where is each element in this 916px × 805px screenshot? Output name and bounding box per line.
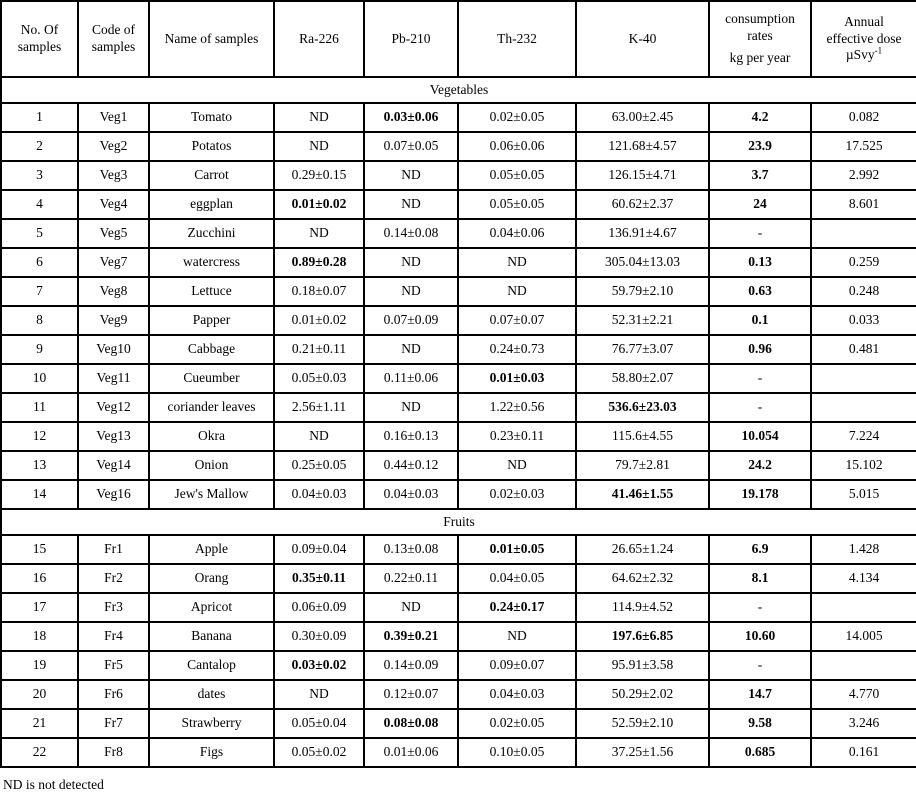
- section-label: Vegetables: [1, 77, 916, 103]
- cell-ra226: 0.04±0.03: [274, 480, 364, 509]
- cell-th232: ND: [458, 451, 576, 480]
- cell-th232: 0.09±0.07: [458, 651, 576, 680]
- cell-no: 2: [1, 132, 78, 161]
- table-row: [1, 622, 916, 651]
- cell-k40: 60.62±2.37: [576, 190, 709, 219]
- cell-consumption: 0.96: [709, 335, 811, 364]
- table-row: [1, 451, 916, 480]
- table-row: [1, 738, 916, 767]
- cell-dose: 7.224: [811, 422, 916, 451]
- cell-k40: 63.00±2.45: [576, 103, 709, 132]
- cell-consumption: 0.13: [709, 248, 811, 277]
- cell-th232: ND: [458, 248, 576, 277]
- cell-th232: 0.01±0.03: [458, 364, 576, 393]
- cell-dose: 14.005: [811, 622, 916, 651]
- cell-consumption: 19.178: [709, 480, 811, 509]
- table-row: [1, 161, 916, 190]
- table-row: [1, 564, 916, 593]
- cell-k40: 197.6±6.85: [576, 622, 709, 651]
- cell-code: Veg9: [78, 306, 149, 335]
- cell-no: 9: [1, 335, 78, 364]
- cell-code: Veg8: [78, 277, 149, 306]
- header-cell-th232: [458, 1, 576, 77]
- cell-name: Jew's Mallow: [149, 480, 274, 509]
- cell-k40: 121.68±4.57: [576, 132, 709, 161]
- cell-consumption: 8.1: [709, 564, 811, 593]
- table-row: [1, 422, 916, 451]
- cell-k40: 37.25±1.56: [576, 738, 709, 767]
- cell-pb210: 0.13±0.08: [364, 535, 458, 564]
- cell-no: 6: [1, 248, 78, 277]
- cell-code: Veg14: [78, 451, 149, 480]
- table-row: [1, 306, 916, 335]
- header-label-line: No. Of: [20, 22, 59, 38]
- cell-name: Zucchini: [149, 219, 274, 248]
- cell-pb210: 0.03±0.06: [364, 103, 458, 132]
- cell-dose: 0.033: [811, 306, 916, 335]
- cell-k40: 114.9±4.52: [576, 593, 709, 622]
- cell-code: Veg13: [78, 422, 149, 451]
- cell-ra226: 0.89±0.28: [274, 248, 364, 277]
- cell-ra226: 0.01±0.02: [274, 190, 364, 219]
- header-cell-ra226: [274, 1, 364, 77]
- cell-code: Veg4: [78, 190, 149, 219]
- cell-no: 1: [1, 103, 78, 132]
- cell-ra226: 0.09±0.04: [274, 535, 364, 564]
- cell-name: Carrot: [149, 161, 274, 190]
- header-cell-code: [78, 1, 149, 77]
- header-label-line: effective dose: [826, 30, 902, 46]
- table-row: [1, 480, 916, 509]
- cell-k40: 41.46±1.55: [576, 480, 709, 509]
- cell-name: Cabbage: [149, 335, 274, 364]
- cell-ra226: ND: [274, 422, 364, 451]
- cell-th232: 0.04±0.06: [458, 219, 576, 248]
- header-label-line: K-40: [628, 30, 657, 46]
- section-row-vegetables: [1, 77, 916, 103]
- cell-ra226: 2.56±1.11: [274, 393, 364, 422]
- cell-no: 16: [1, 564, 78, 593]
- cell-pb210: 0.22±0.11: [364, 564, 458, 593]
- cell-code: Veg16: [78, 480, 149, 509]
- cell-ra226: ND: [274, 132, 364, 161]
- cell-ra226: 0.01±0.02: [274, 306, 364, 335]
- cell-th232: 0.24±0.17: [458, 593, 576, 622]
- cell-name: Papper: [149, 306, 274, 335]
- cell-th232: 0.24±0.73: [458, 335, 576, 364]
- cell-th232: 1.22±0.56: [458, 393, 576, 422]
- table-row: [1, 219, 916, 248]
- cell-k40: 136.91±4.67: [576, 219, 709, 248]
- cell-consumption: -: [709, 364, 811, 393]
- cell-name: watercress: [149, 248, 274, 277]
- cell-dose: 4.770: [811, 680, 916, 709]
- cell-consumption: 3.7: [709, 161, 811, 190]
- cell-code: Fr3: [78, 593, 149, 622]
- cell-consumption: 24: [709, 190, 811, 219]
- cell-name: dates: [149, 680, 274, 709]
- cell-k40: 26.65±1.24: [576, 535, 709, 564]
- cell-ra226: ND: [274, 103, 364, 132]
- cell-code: Veg7: [78, 248, 149, 277]
- cell-code: Fr7: [78, 709, 149, 738]
- cell-pb210: 0.12±0.07: [364, 680, 458, 709]
- cell-dose: 0.481: [811, 335, 916, 364]
- cell-k40: 126.15±4.71: [576, 161, 709, 190]
- table-row: [1, 103, 916, 132]
- table-row: [1, 335, 916, 364]
- cell-k40: 79.7±2.81: [576, 451, 709, 480]
- cell-consumption: -: [709, 593, 811, 622]
- cell-consumption: 24.2: [709, 451, 811, 480]
- footnote: ND is not detected: [3, 777, 104, 792]
- cell-no: 14: [1, 480, 78, 509]
- header-cell-no: [1, 1, 78, 77]
- header-label-line: Code of: [91, 22, 136, 38]
- cell-no: 5: [1, 219, 78, 248]
- cell-name: Lettuce: [149, 277, 274, 306]
- cell-dose: 5.015: [811, 480, 916, 509]
- cell-no: 22: [1, 738, 78, 767]
- table-row: [1, 190, 916, 219]
- header-label-line: Name of samples: [164, 30, 259, 46]
- cell-no: 8: [1, 306, 78, 335]
- cell-dose: 2.992: [811, 161, 916, 190]
- cell-k40: 58.80±2.07: [576, 364, 709, 393]
- cell-k40: 95.91±3.58: [576, 651, 709, 680]
- cell-consumption: 14.7: [709, 680, 811, 709]
- table-row: [1, 651, 916, 680]
- cell-th232: 0.04±0.05: [458, 564, 576, 593]
- cell-dose: 0.082: [811, 103, 916, 132]
- cell-ra226: 0.03±0.02: [274, 651, 364, 680]
- cell-no: 4: [1, 190, 78, 219]
- cell-code: Veg2: [78, 132, 149, 161]
- cell-code: Veg11: [78, 364, 149, 393]
- cell-pb210: 0.07±0.05: [364, 132, 458, 161]
- cell-no: 20: [1, 680, 78, 709]
- header-label-line: Ra-226: [299, 30, 339, 46]
- header-cell-pb210: [364, 1, 458, 77]
- header-label-line: Annual: [844, 13, 884, 29]
- cell-k40: 305.04±13.03: [576, 248, 709, 277]
- header-cell-name: [149, 1, 274, 77]
- cell-ra226: ND: [274, 219, 364, 248]
- cell-pb210: 0.11±0.06: [364, 364, 458, 393]
- cell-th232: 0.02±0.03: [458, 480, 576, 509]
- cell-code: Veg3: [78, 161, 149, 190]
- cell-dose: [811, 593, 916, 622]
- cell-consumption: 10.054: [709, 422, 811, 451]
- cell-dose: 1.428: [811, 535, 916, 564]
- cell-dose: 0.161: [811, 738, 916, 767]
- table-row: [1, 393, 916, 422]
- header-label-line: Pb-210: [391, 30, 431, 46]
- cell-code: Veg1: [78, 103, 149, 132]
- cell-pb210: 0.44±0.12: [364, 451, 458, 480]
- cell-ra226: 0.05±0.02: [274, 738, 364, 767]
- cell-code: Veg12: [78, 393, 149, 422]
- cell-th232: 0.06±0.06: [458, 132, 576, 161]
- header-cell-consumption: [709, 1, 811, 77]
- cell-code: Veg5: [78, 219, 149, 248]
- cell-dose: [811, 219, 916, 248]
- cell-dose: 0.248: [811, 277, 916, 306]
- cell-k40: 64.62±2.32: [576, 564, 709, 593]
- cell-ra226: 0.18±0.07: [274, 277, 364, 306]
- cell-th232: 0.07±0.07: [458, 306, 576, 335]
- cell-th232: 0.05±0.05: [458, 161, 576, 190]
- cell-th232: 0.04±0.03: [458, 680, 576, 709]
- cell-ra226: ND: [274, 680, 364, 709]
- cell-consumption: -: [709, 651, 811, 680]
- cell-consumption: -: [709, 219, 811, 248]
- table-row: [1, 364, 916, 393]
- cell-dose: 0.259: [811, 248, 916, 277]
- cell-name: Onion: [149, 451, 274, 480]
- cell-dose: 17.525: [811, 132, 916, 161]
- cell-consumption: -: [709, 393, 811, 422]
- cell-pb210: ND: [364, 593, 458, 622]
- cell-dose: 4.134: [811, 564, 916, 593]
- cell-consumption: 0.1: [709, 306, 811, 335]
- header-unit: µSvy$^{-1}$: [845, 45, 883, 63]
- cell-k40: 52.59±2.10: [576, 709, 709, 738]
- cell-name: Figs: [149, 738, 274, 767]
- section-row-fruits: [1, 509, 916, 535]
- cell-pb210: 0.04±0.03: [364, 480, 458, 509]
- cell-ra226: 0.05±0.03: [274, 364, 364, 393]
- cell-th232: ND: [458, 622, 576, 651]
- cell-pb210: 0.14±0.08: [364, 219, 458, 248]
- cell-no: 17: [1, 593, 78, 622]
- header-label-line: Th-232: [497, 30, 537, 46]
- cell-no: 19: [1, 651, 78, 680]
- cell-code: Fr4: [78, 622, 149, 651]
- header-label-line: consumption: [725, 10, 795, 26]
- table-row: [1, 535, 916, 564]
- cell-no: 21: [1, 709, 78, 738]
- cell-th232: 0.02±0.05: [458, 103, 576, 132]
- cell-pb210: ND: [364, 277, 458, 306]
- cell-th232: 0.02±0.05: [458, 709, 576, 738]
- cell-name: eggplan: [149, 190, 274, 219]
- cell-consumption: 6.9: [709, 535, 811, 564]
- cell-dose: [811, 651, 916, 680]
- cell-dose: 15.102: [811, 451, 916, 480]
- cell-name: Apple: [149, 535, 274, 564]
- cell-pb210: ND: [364, 393, 458, 422]
- cell-name: Banana: [149, 622, 274, 651]
- header-label-line: samples: [17, 39, 62, 54]
- cell-k40: 52.31±2.21: [576, 306, 709, 335]
- cell-pb210: 0.08±0.08: [364, 709, 458, 738]
- cell-th232: 0.10±0.05: [458, 738, 576, 767]
- table-row: [1, 680, 916, 709]
- cell-th232: 0.23±0.11: [458, 422, 576, 451]
- cell-k40: 50.29±2.02: [576, 680, 709, 709]
- cell-dose: [811, 364, 916, 393]
- cell-pb210: ND: [364, 190, 458, 219]
- cell-no: 11: [1, 393, 78, 422]
- table-row: [1, 248, 916, 277]
- cell-name: Okra: [149, 422, 274, 451]
- header-row: [1, 1, 916, 77]
- cell-pb210: ND: [364, 161, 458, 190]
- cell-no: 12: [1, 422, 78, 451]
- cell-name: Apricot: [149, 593, 274, 622]
- cell-code: Fr6: [78, 680, 149, 709]
- cell-ra226: 0.30±0.09: [274, 622, 364, 651]
- cell-name: Tomato: [149, 103, 274, 132]
- cell-code: Fr8: [78, 738, 149, 767]
- cell-pb210: 0.16±0.13: [364, 422, 458, 451]
- cell-consumption: 9.58: [709, 709, 811, 738]
- cell-no: 10: [1, 364, 78, 393]
- cell-consumption: 10.60: [709, 622, 811, 651]
- cell-th232: 0.05±0.05: [458, 190, 576, 219]
- cell-dose: 8.601: [811, 190, 916, 219]
- cell-code: Fr2: [78, 564, 149, 593]
- cell-pb210: 0.39±0.21: [364, 622, 458, 651]
- table-row: [1, 593, 916, 622]
- table-row: [1, 132, 916, 161]
- cell-ra226: 0.25±0.05: [274, 451, 364, 480]
- header-cell-k40: [576, 1, 709, 77]
- cell-th232: 0.01±0.05: [458, 535, 576, 564]
- cell-ra226: 0.06±0.09: [274, 593, 364, 622]
- cell-k40: 536.6±23.03: [576, 393, 709, 422]
- cell-no: 7: [1, 277, 78, 306]
- cell-pb210: ND: [364, 335, 458, 364]
- cell-th232: ND: [458, 277, 576, 306]
- header-label-line: samples: [91, 39, 136, 54]
- section-label: Fruits: [1, 509, 916, 535]
- cell-ra226: 0.21±0.11: [274, 335, 364, 364]
- cell-code: Veg10: [78, 335, 149, 364]
- cell-consumption: 4.2: [709, 103, 811, 132]
- cell-dose: 3.246: [811, 709, 916, 738]
- cell-pb210: 0.07±0.09: [364, 306, 458, 335]
- cell-ra226: 0.29±0.15: [274, 161, 364, 190]
- cell-name: Cantalop: [149, 651, 274, 680]
- table-row: [1, 277, 916, 306]
- cell-pb210: ND: [364, 248, 458, 277]
- cell-consumption: 0.685: [709, 738, 811, 767]
- cell-k40: 59.79±2.10: [576, 277, 709, 306]
- cell-name: Strawberry: [149, 709, 274, 738]
- cell-no: 3: [1, 161, 78, 190]
- cell-no: 15: [1, 535, 78, 564]
- cell-no: 18: [1, 622, 78, 651]
- cell-name: coriander leaves: [149, 393, 274, 422]
- cell-k40: 76.77±3.07: [576, 335, 709, 364]
- cell-code: Fr5: [78, 651, 149, 680]
- header-label-line: rates: [747, 27, 773, 43]
- table-row: [1, 709, 916, 738]
- cell-name: Cueumber: [149, 364, 274, 393]
- cell-consumption: 23.9: [709, 132, 811, 161]
- cell-no: 13: [1, 451, 78, 480]
- cell-ra226: 0.35±0.11: [274, 564, 364, 593]
- cell-consumption: 0.63: [709, 277, 811, 306]
- cell-code: Fr1: [78, 535, 149, 564]
- cell-dose: [811, 393, 916, 422]
- cell-ra226: 0.05±0.04: [274, 709, 364, 738]
- cell-pb210: 0.14±0.09: [364, 651, 458, 680]
- cell-k40: 115.6±4.55: [576, 422, 709, 451]
- header-label-line: kg per year: [729, 50, 791, 66]
- cell-name: Orang: [149, 564, 274, 593]
- cell-pb210: 0.01±0.06: [364, 738, 458, 767]
- header-cell-dose: [811, 1, 916, 77]
- cell-name: Potatos: [149, 132, 274, 161]
